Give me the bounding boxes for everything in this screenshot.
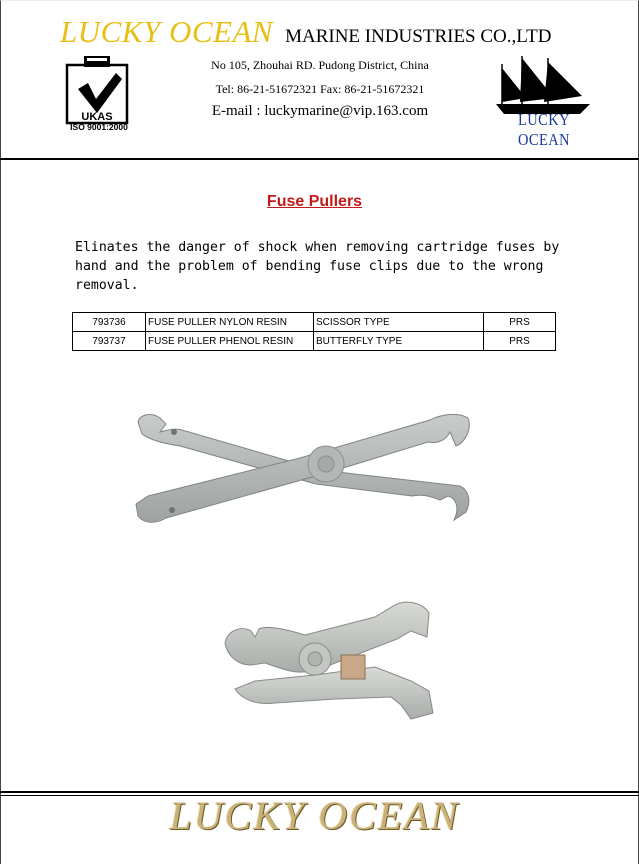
footer-brand: LUCKY OCEAN	[169, 793, 460, 838]
letterhead-title	[60, 14, 551, 50]
iso-caption: ISO 9001:2000	[70, 122, 128, 132]
company-address: No 105, Zhouhai RD. Pudong District, China	[211, 58, 429, 72]
product-type: BUTTERFLY TYPE	[314, 332, 484, 351]
product-type: SCISSOR TYPE	[314, 313, 484, 332]
product-code: 793736	[73, 313, 146, 332]
header-divider	[0, 158, 639, 160]
product-table	[72, 312, 556, 351]
ship-logo-text: LUCKY OCEAN	[518, 110, 570, 149]
table-row	[73, 332, 556, 351]
company-phone-fax: Tel: 86-21-51672321 Fax: 86-21-51672321	[215, 82, 425, 96]
product-unit: PRS	[484, 332, 556, 351]
ukas-text: UKAS	[81, 111, 113, 123]
company-email: E-mail : luckymarine@vip.163.com	[211, 103, 429, 119]
product-description: Elinates the danger of shock when removing cartridge fuses by hand and the problem of bending fuse clips due to the wrong removal.	[75, 240, 560, 293]
product-code: 793737	[73, 332, 146, 351]
brand-name: LUCKY OCEAN	[60, 14, 274, 49]
product-unit: PRS	[484, 313, 556, 332]
scissor-fuse-puller-image	[130, 400, 475, 535]
butterfly-fuse-puller-image	[215, 595, 440, 725]
product-name: FUSE PULLER NYLON RESIN	[146, 313, 314, 332]
page-title: Fuse Pullers	[266, 193, 363, 210]
product-name: FUSE PULLER PHENOL RESIN	[146, 332, 314, 351]
table-row	[73, 313, 556, 332]
company-name: MARINE INDUSTRIES CO.,LTD	[285, 26, 552, 47]
